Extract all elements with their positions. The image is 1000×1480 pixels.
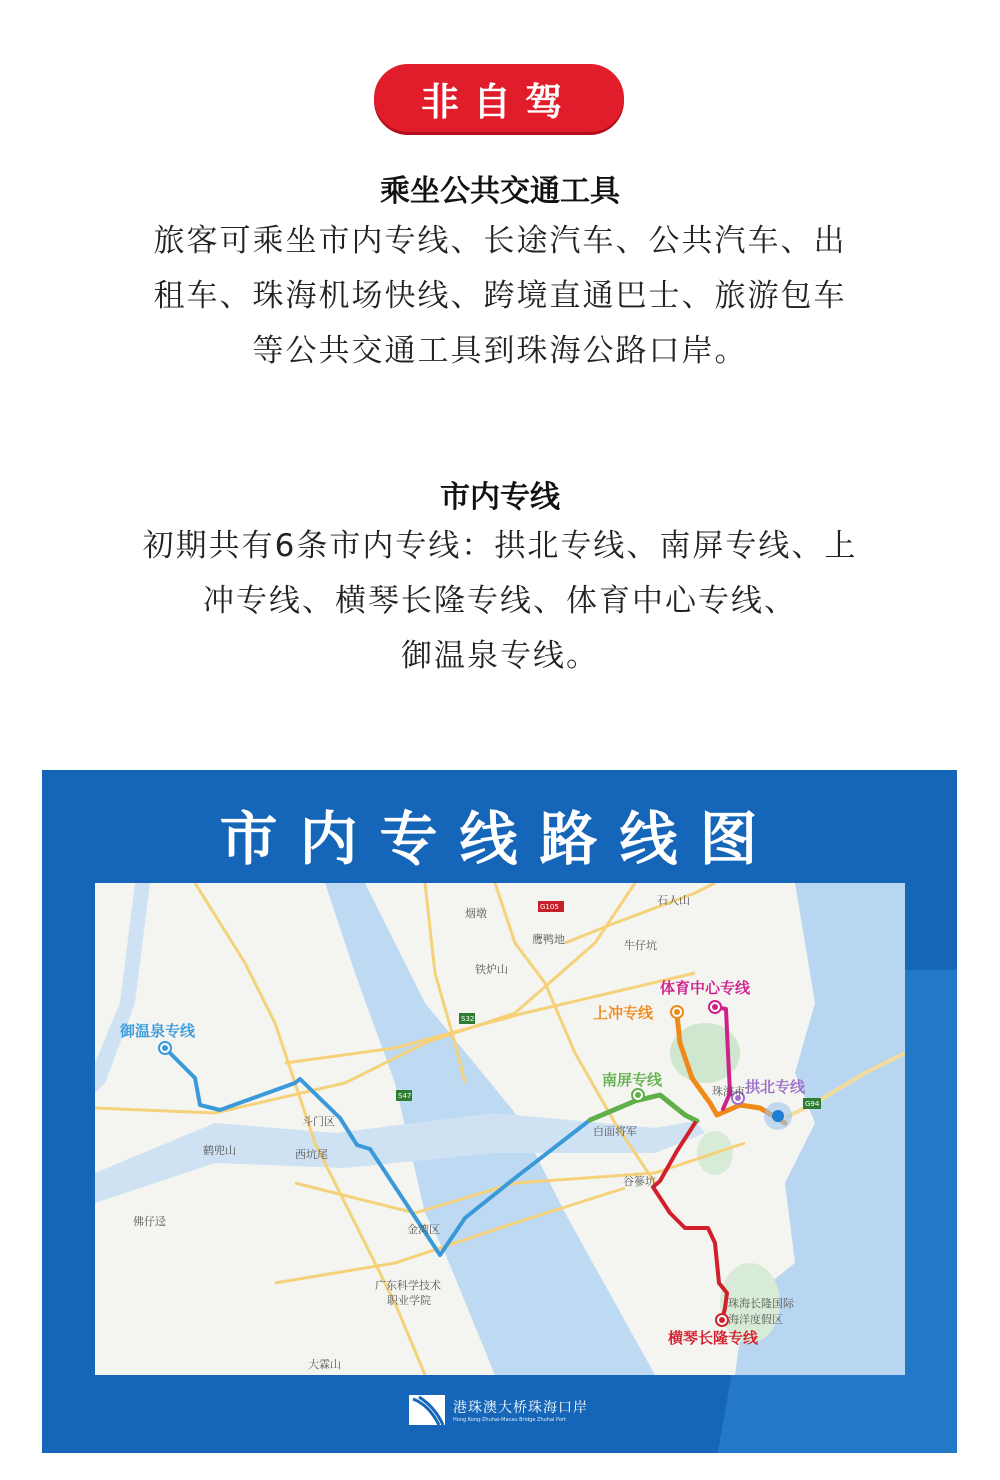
place-label: 珠海长隆国际: [728, 1297, 794, 1310]
road-badge: S47: [398, 1092, 412, 1100]
place-label: 烟墩: [465, 907, 487, 920]
place-label: 铁炉山: [475, 963, 508, 976]
place-label: 谷篸坑: [623, 1175, 656, 1188]
text-line: 初期共有6条市内专线：拱北专线、南屏专线、上: [142, 528, 858, 564]
place-label: 佛仔迳: [133, 1215, 166, 1228]
text-line: 御温泉专线。: [401, 638, 599, 674]
place-label: 金湾区: [407, 1223, 440, 1236]
place-label: 西坑尾: [295, 1148, 328, 1161]
text-line: 租车、珠海机场快线、跨境直通巴士、旅游包车: [153, 278, 847, 314]
logo-text-cn: 港珠澳大桥珠海口岸: [453, 1400, 588, 1416]
road-badge: G94: [805, 1100, 820, 1108]
place-label: 白面将军: [593, 1125, 637, 1138]
map-svg: [95, 883, 905, 1375]
place-label: 海洋度假区: [728, 1313, 783, 1326]
place-label: 牛仔坑: [624, 939, 657, 952]
bridge-logo-icon: [409, 1395, 445, 1425]
non-self-drive-badge: 非自驾: [374, 64, 624, 132]
place-label: 职业学院: [387, 1294, 431, 1307]
section-title-city-lines: 市内专线: [440, 480, 560, 515]
section-title-public-transport: 乘坐公共交通工具: [380, 174, 620, 209]
logo-text-en: Hong Kong-Zhuhai-Macau Bridge Zhuhai Port: [453, 1417, 566, 1423]
section-text-city-lines: [0, 519, 1000, 684]
label-nanping: 南屏专线: [602, 1071, 663, 1089]
section-text-public-transport: [0, 214, 1000, 379]
place-label: 斗门区: [302, 1115, 335, 1128]
place-label: 石人山: [657, 894, 690, 907]
river-west: [95, 883, 150, 1093]
road-badge: G105: [540, 903, 559, 911]
label-gongbei: 拱北专线: [745, 1078, 806, 1096]
text-line: 旅客可乘坐市内专线、长途汽车、公共汽车、出: [153, 223, 847, 259]
label-yuwenquan: 御温泉专线: [120, 1022, 196, 1040]
place-label: 广东科学技术: [375, 1279, 441, 1292]
place-label: 大霖山: [308, 1358, 341, 1371]
label-shangchong: 上冲专线: [593, 1004, 654, 1022]
place-label: 鹰鸭地: [532, 933, 565, 946]
route-map-panel: [42, 770, 957, 1453]
port-logo: [409, 1395, 588, 1425]
place-label: 珠海市: [712, 1085, 745, 1098]
place-label: 鹤兜山: [203, 1144, 236, 1157]
route-map: [95, 883, 905, 1375]
map-title: 市内专线路线图: [219, 805, 780, 873]
text-line: 冲专线、横琴长隆专线、体育中心专线、: [203, 583, 797, 619]
label-sports-center: 体育中心专线: [660, 979, 751, 997]
road-badge: S32: [461, 1015, 475, 1023]
label-hengqin: 横琴长隆专线: [668, 1329, 759, 1347]
text-line: 等公共交通工具到珠海公路口岸。: [252, 333, 748, 369]
